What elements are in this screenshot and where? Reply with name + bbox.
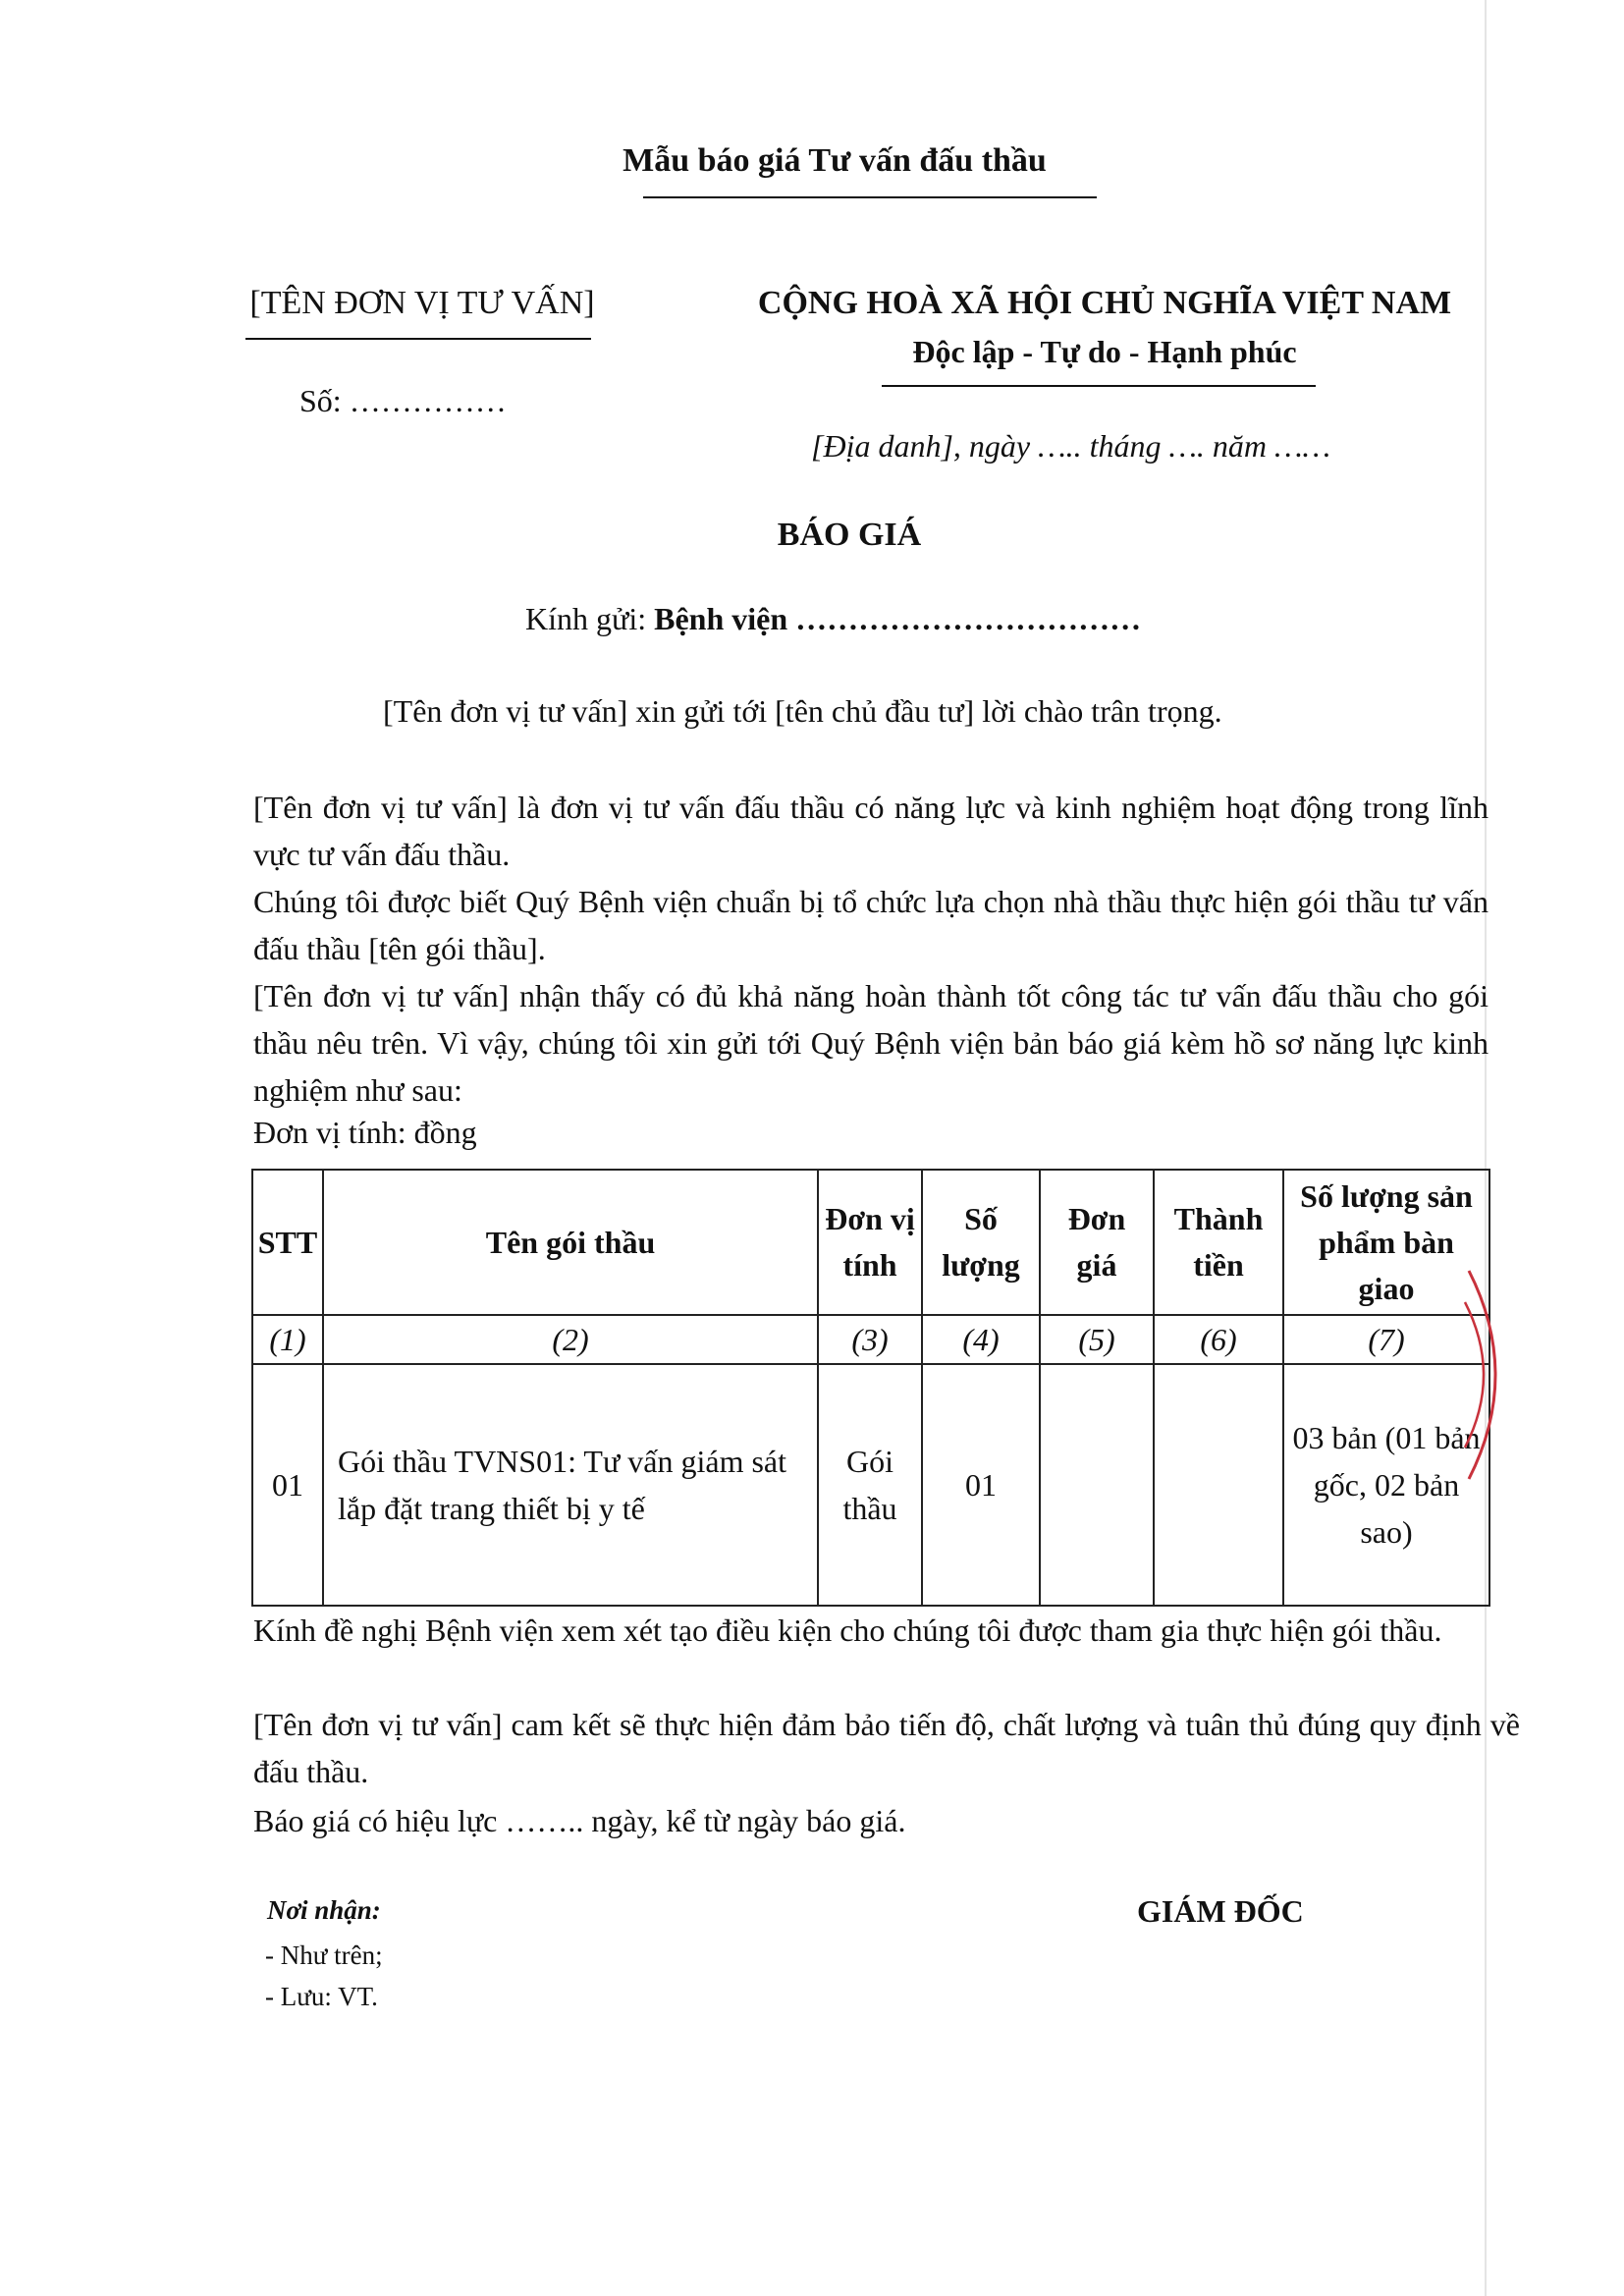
cell-package-name: Gói thầu TVNS01: Tư vấn giám sát lắp đặt trang thiết bị y tế — [323, 1364, 818, 1606]
table-header-row — [252, 1170, 1489, 1315]
cell-unit-price — [1040, 1364, 1154, 1606]
document-heading: Mẫu báo giá Tư vấn đấu thầu — [623, 142, 1047, 179]
col-number: (3) — [818, 1315, 922, 1364]
document-number: Số: …………… — [299, 383, 507, 418]
table-row — [252, 1364, 1489, 1606]
header-unit: Đơn vị tính — [818, 1170, 922, 1315]
national-motto: Độc lập - Tự do - Hạnh phúc — [912, 334, 1297, 369]
heading-underline — [643, 196, 1097, 198]
cell-deliverables: 03 bản (01 bản gốc, 02 bản sao) — [1283, 1364, 1489, 1606]
header-deliverables: Số lượng sản phẩm bàn giao — [1283, 1170, 1489, 1315]
recipient-prefix: Kính gửi: — [525, 601, 655, 636]
col-number: (6) — [1154, 1315, 1283, 1364]
quote-table — [251, 1169, 1490, 1607]
signer-title: GIÁM ĐỐC — [1137, 1893, 1304, 1929]
cell-unit: Gói thầu — [818, 1364, 922, 1606]
header-stt: STT — [252, 1170, 323, 1315]
receiver-item: - Lưu: VT. — [265, 1982, 378, 2011]
greeting: [Tên đơn vị tư vấn] xin gửi tới [tên chủ đầu tư] lời chào trân trọng. — [383, 693, 1222, 729]
cell-total — [1154, 1364, 1283, 1606]
recipient-name: Bệnh viện …………………………… — [654, 601, 1142, 636]
col-number: (5) — [1040, 1315, 1154, 1364]
place-date: [Địa danh], ngày ….. tháng …. năm …… — [811, 428, 1330, 464]
national-title: CỘNG HOÀ XÃ HỘI CHỦ NGHĨA VIỆT NAM — [757, 285, 1452, 321]
receivers-heading: Nơi nhận: — [267, 1895, 381, 1925]
motto-underline — [882, 385, 1316, 387]
org-underline — [245, 338, 591, 340]
header-total: Thành tiền — [1154, 1170, 1283, 1315]
stamp-arc-outer — [1469, 1271, 1495, 1479]
header-quantity: Số lượng — [922, 1170, 1040, 1315]
paragraph-commitment: [Tên đơn vị tư vấn] cam kết sẽ thực hiện đảm bảo tiến độ, chất lượng và tuân thủ đúng quy định về đấu thầu. — [253, 1707, 1520, 1789]
table-number-row — [252, 1315, 1489, 1364]
header-package-name: Tên gói thầu — [323, 1170, 818, 1315]
stamp-fragment — [1463, 1267, 1532, 1483]
cell-stt: 01 — [252, 1364, 323, 1606]
org-name: [TÊN ĐƠN VỊ TƯ VẤN] — [249, 285, 595, 321]
receiver-item: - Như trên; — [265, 1941, 383, 1970]
paragraph-request: Kính đề nghị Bệnh viện xem xét tạo điều kiện cho chúng tôi được tham gia thực hiện gói thầu. — [253, 1613, 1442, 1648]
cell-quantity: 01 — [922, 1364, 1040, 1606]
paragraph-intro: [Tên đơn vị tư vấn] là đơn vị tư vấn đấu thầu có năng lực và kinh nghiệm hoạt động trong lĩnh vực tư vấn đấu thầu. — [253, 790, 1489, 872]
col-number: (7) — [1283, 1315, 1489, 1364]
col-number: (4) — [922, 1315, 1040, 1364]
stamp-arc-inner — [1465, 1302, 1484, 1448]
col-number: (1) — [252, 1315, 323, 1364]
quote-title: BÁO GIÁ — [777, 517, 922, 553]
unit-note: Đơn vị tính: đồng — [253, 1115, 477, 1150]
paragraph-context: Chúng tôi được biết Quý Bệnh viện chuẩn bị tổ chức lựa chọn nhà thầu thực hiện gói thầu tư vấn đấu thầu [tên gói thầu]. — [253, 884, 1489, 966]
recipient-line — [525, 601, 1141, 637]
paragraph-validity: Báo giá có hiệu lực …….. ngày, kể từ ngày báo giá. — [253, 1803, 906, 1838]
header-unit-price: Đơn giá — [1040, 1170, 1154, 1315]
paragraph-offer: [Tên đơn vị tư vấn] nhận thấy có đủ khả năng hoàn thành tốt công tác tư vấn đấu thầu cho gói thầu nêu trên. Vì vậy, chúng tôi xin gửi tới Quý Bệnh viện bản báo giá kèm hồ sơ năng lực kinh nghiệm như sau: — [253, 978, 1489, 1108]
col-number: (2) — [323, 1315, 818, 1364]
